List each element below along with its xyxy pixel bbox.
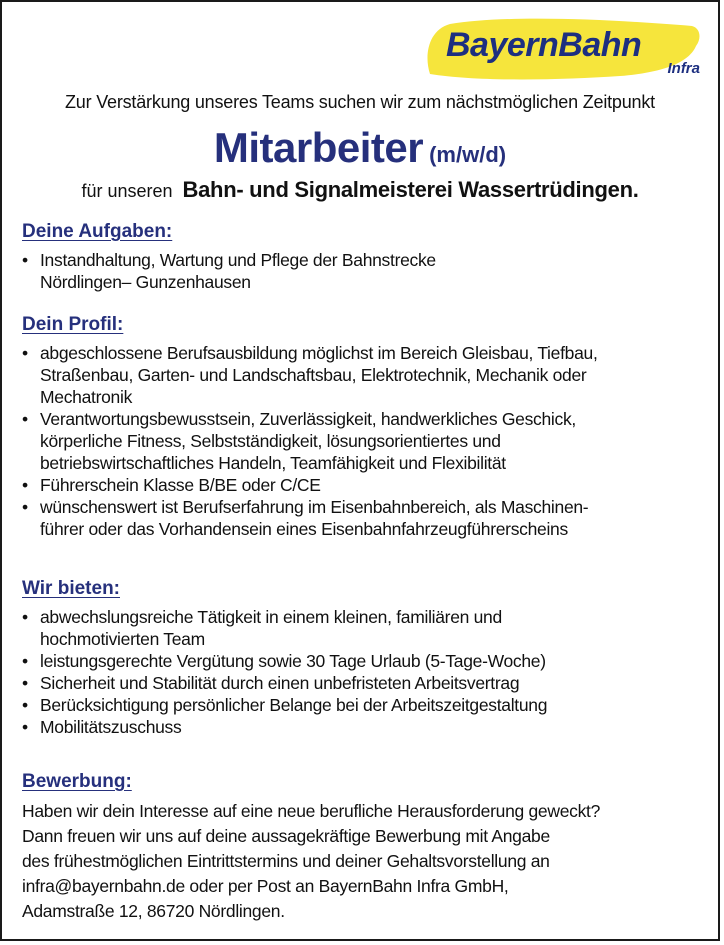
application-line: infra@bayernbahn.de oder per Post an BayernBahn Infra GmbH, xyxy=(22,876,509,896)
unit-name xyxy=(183,177,639,202)
list-item xyxy=(22,496,712,540)
list-item xyxy=(22,650,712,672)
line: führer oder das Vorhandensein eines Eisenbahnfahrzeugführerscheins xyxy=(40,519,568,539)
line: Nördlingen– Gunzenhausen xyxy=(40,272,251,292)
line: abgeschlossene Berufsausbildung möglichst im Bereich Gleisbau, Tiefbau, xyxy=(40,343,598,363)
unit-line xyxy=(2,177,718,203)
profile-heading: Dein Profil: xyxy=(22,314,124,335)
line: Mobilitätszuschuss xyxy=(40,717,182,737)
line: Führerschein Klasse B/BE oder C/CE xyxy=(40,475,321,495)
line: Instandhaltung, Wartung und Pflege der Bahnstrecke xyxy=(40,250,436,270)
line: betriebswirtschaftliches Handeln, Teamfähigkeit und Flexibilität xyxy=(40,453,506,473)
line: Sicherheit und Stabilität durch einen unbefristeten Arbeitsvertrag xyxy=(40,673,520,693)
list-item xyxy=(22,474,712,496)
line: Berücksichtigung persönlicher Belange bei der Arbeitszeitgestaltung xyxy=(40,695,548,715)
offer-heading: Wir bieten: xyxy=(22,578,120,599)
logo-subtitle: Infra xyxy=(667,60,700,77)
job-title xyxy=(2,124,718,172)
unit-name-text: Bahn- und Signalmeisterei Wassertrüdingen xyxy=(182,177,633,202)
profile-list xyxy=(22,342,712,540)
line: leistungsgerechte Vergütung sowie 30 Tage Urlaub (5-Tage-Woche) xyxy=(40,651,546,671)
line: körperliche Fitness, Selbstständigkeit, lösungsorientiertes und xyxy=(40,431,501,451)
application-line: Haben wir dein Interesse auf eine neue berufliche Herausforderung geweckt? xyxy=(22,801,601,821)
application-text xyxy=(22,799,712,924)
line: wünschenswert ist Berufserfahrung im Eisenbahnbereich, als Maschinen- xyxy=(40,497,589,517)
line: abwechslungsreiche Tätigkeit in einem kleinen, familiären und xyxy=(40,607,502,627)
application-section xyxy=(22,770,712,924)
line: Verantwortungsbewusstsein, Zuverlässigkeit, handwerkliches Geschick, xyxy=(40,409,576,429)
line: Mechatronik xyxy=(40,387,133,407)
list-item xyxy=(22,249,712,293)
logo-wordmark: BayernBahn xyxy=(446,26,642,64)
job-title-suffix: (m/w/d) xyxy=(429,142,507,167)
list-item xyxy=(22,694,712,716)
application-line: des frühestmöglichen Eintrittstermins und deiner Gehaltsvorstellung an xyxy=(22,851,550,871)
intro-text: Zur Verstärkung unseres Teams suchen wir zum nächstmöglichen Zeitpunkt xyxy=(65,92,655,112)
unit-name-period: . xyxy=(632,177,639,202)
application-heading: Bewerbung: xyxy=(22,771,132,792)
profile-section xyxy=(22,313,712,540)
application-line: Adamstraße 12, 86720 Nördlingen. xyxy=(22,901,285,921)
list-item xyxy=(22,342,712,408)
line: Straßenbau, Garten- und Landschaftsbau, Elektrotechnik, Mechanik oder xyxy=(40,365,587,385)
tasks-heading: Deine Aufgaben: xyxy=(22,221,173,242)
list-item xyxy=(22,716,712,738)
offer-list xyxy=(22,606,712,738)
application-line: Dann freuen wir uns auf deine aussagekräftige Bewerbung mit Angabe xyxy=(22,826,550,846)
line: hochmotivierten Team xyxy=(40,629,205,649)
offer-section xyxy=(22,577,712,738)
unit-prefix: für unseren xyxy=(81,181,173,201)
job-title-main: Mitarbeiter xyxy=(213,124,424,171)
list-item xyxy=(22,408,712,474)
tasks-section xyxy=(22,220,712,293)
list-item xyxy=(22,672,712,694)
tasks-list xyxy=(22,249,712,293)
bayernbahn-logo xyxy=(420,16,704,82)
list-item xyxy=(22,606,712,650)
